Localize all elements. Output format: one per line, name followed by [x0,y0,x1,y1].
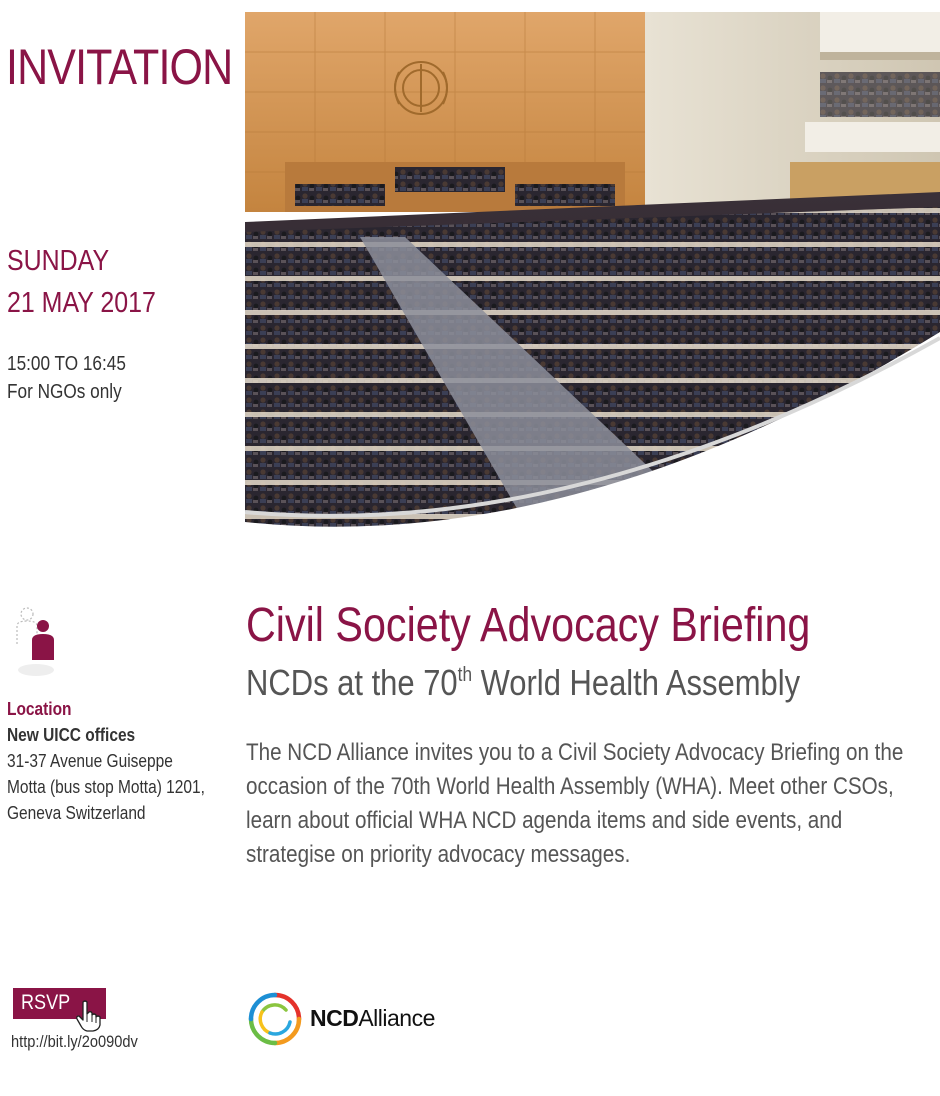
pointer-hand-icon [74,1000,102,1032]
subtitle-start: NCDs at the 70 [246,662,458,703]
ncd-alliance-logo-icon [246,990,304,1048]
event-description: The NCD Alliance invites you to a Civil Society Advocacy Briefing on the occasion of the 70th World Health Assembly (WHA). Meet other CSOs, learn about official WHA NCD agenda items and side events, and strategise on priority advocacy messages. [246,739,904,868]
event-subtitle [246,662,800,704]
address-line: Geneva Switzerland [7,803,146,823]
event-time-block [7,350,126,406]
address-line: 31-37 Avenue Guiseppe [7,751,173,771]
ncd-alliance-wordmark [310,1005,435,1032]
people-icon [12,604,58,684]
rsvp-link[interactable]: http://bit.ly/2o090dv [11,1032,138,1051]
event-audience: For NGOs only [7,381,122,403]
event-date [7,240,156,324]
event-title: Civil Society Advocacy Briefing [246,599,811,652]
location-office: New UICC offices [7,725,136,745]
location-label: Location [7,699,72,719]
invitation-heading: INVITATION [6,39,233,95]
logo-bold: NCD [310,1005,359,1031]
location-block [7,696,205,826]
logo-regular: Alliance [358,1005,435,1031]
event-date-value: 21 MAY 2017 [7,287,156,319]
address-line: Motta (bus stop Motta) 1201, [7,777,205,797]
rsvp-label: RSVP [21,991,71,1014]
subtitle-end: World Health Assembly [472,662,801,703]
subtitle-superscript: th [457,664,473,686]
event-time: 15:00 TO 16:45 [7,353,126,375]
event-day: SUNDAY [7,245,110,277]
assembly-hall-photo [245,12,940,557]
